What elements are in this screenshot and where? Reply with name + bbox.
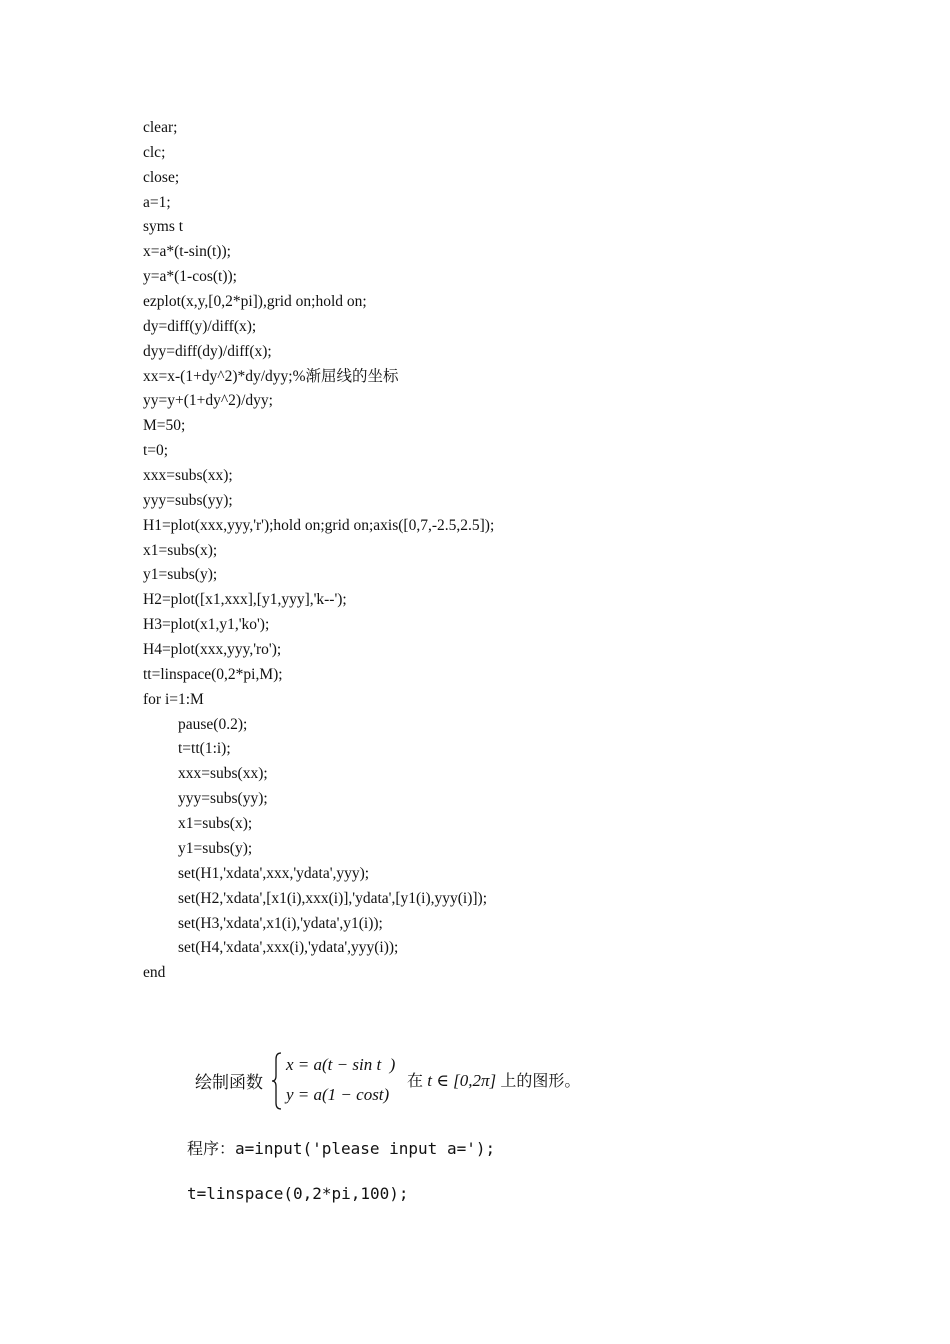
- formula-tail-math: t ∈ [0,2π]: [423, 1071, 501, 1090]
- code-line: yyy=subs(yy);: [178, 790, 268, 808]
- code-line: dyy=diff(dy)/diff(x);: [143, 342, 272, 360]
- code-line: H2=plot([x1,xxx],[y1,yyy],'k--');: [143, 591, 347, 609]
- code-line: end: [143, 964, 166, 982]
- program-line-1: [187, 1136, 495, 1159]
- formula-lead-text: 绘制函数: [195, 1073, 263, 1093]
- code-line: M=50;: [143, 417, 186, 435]
- code-line: close;: [143, 168, 180, 186]
- program-code-1: a=input('please input a=');: [235, 1139, 496, 1158]
- program-code-2: t=linspace(0,2*pi,100);: [187, 1184, 409, 1203]
- code-line: x1=subs(x);: [178, 815, 253, 833]
- code-line: yyy=subs(yy);: [143, 491, 233, 509]
- code-line: y=a*(1-cos(t));: [143, 268, 237, 286]
- code-line: x1=subs(x);: [143, 541, 218, 559]
- code-line: H4=plot(xxx,yyy,'ro');: [143, 641, 282, 659]
- code-line: dy=diff(y)/diff(x);: [143, 317, 257, 335]
- program-label: 程序：: [187, 1139, 236, 1158]
- code-line: H3=plot(x1,y1,'ko');: [143, 616, 270, 634]
- equation-x: x = a(t − sin t ): [286, 1055, 396, 1074]
- code-line: for i=1:M: [143, 690, 204, 708]
- code-line: set(H2,'xdata',[x1(i),xxx(i)],'ydata',[y1(i),yyy(i)]);: [178, 889, 488, 907]
- formula-tail: [407, 1068, 580, 1091]
- code-line: a=1;: [143, 193, 171, 211]
- code-line: clear;: [143, 119, 178, 136]
- code-line: tt=linspace(0,2*pi,M);: [143, 665, 283, 683]
- parametric-formula: [195, 1052, 715, 1110]
- code-line: t=tt(1:i);: [178, 740, 231, 758]
- code-line: ezplot(x,y,[0,2*pi]),grid on;hold on;: [143, 293, 367, 311]
- equation-y: y = a(1 − cost): [286, 1085, 390, 1104]
- code-line: yy=y+(1+dy^2)/dyy;: [143, 392, 273, 410]
- code-line: H1=plot(xxx,yyy,'r');hold on;grid on;axis([0,7,-2.5,2.5]);: [143, 516, 495, 534]
- code-line: xxx=subs(xx);: [143, 467, 233, 485]
- code-line: syms t: [143, 218, 184, 236]
- code-line: t=0;: [143, 442, 169, 460]
- formula-tail-cn1: 在: [407, 1071, 424, 1090]
- code-line: set(H1,'xdata',xxx,'ydata',yyy);: [178, 864, 370, 882]
- code-line: x=a*(t-sin(t));: [143, 243, 231, 261]
- code-line: y1=subs(y);: [143, 566, 218, 584]
- code-line: pause(0.2);: [178, 715, 248, 733]
- program-line-2: [187, 1184, 409, 1203]
- code-line: set(H3,'xdata',x1(i),'ydata',y1(i));: [178, 914, 383, 932]
- code-line: xxx=subs(xx);: [178, 765, 268, 783]
- left-brace-icon: [271, 1052, 283, 1110]
- code-line: y1=subs(y);: [178, 839, 253, 857]
- code-line: xx=x-(1+dy^2)*dy/dyy;%渐屈线的坐标: [143, 367, 399, 385]
- code-line: set(H4,'xdata',xxx(i),'ydata',yyy(i));: [178, 939, 399, 957]
- matlab-code-block: [143, 116, 494, 986]
- code-line: clc;: [143, 143, 166, 161]
- formula-tail-cn2: 上的图形。: [500, 1071, 581, 1090]
